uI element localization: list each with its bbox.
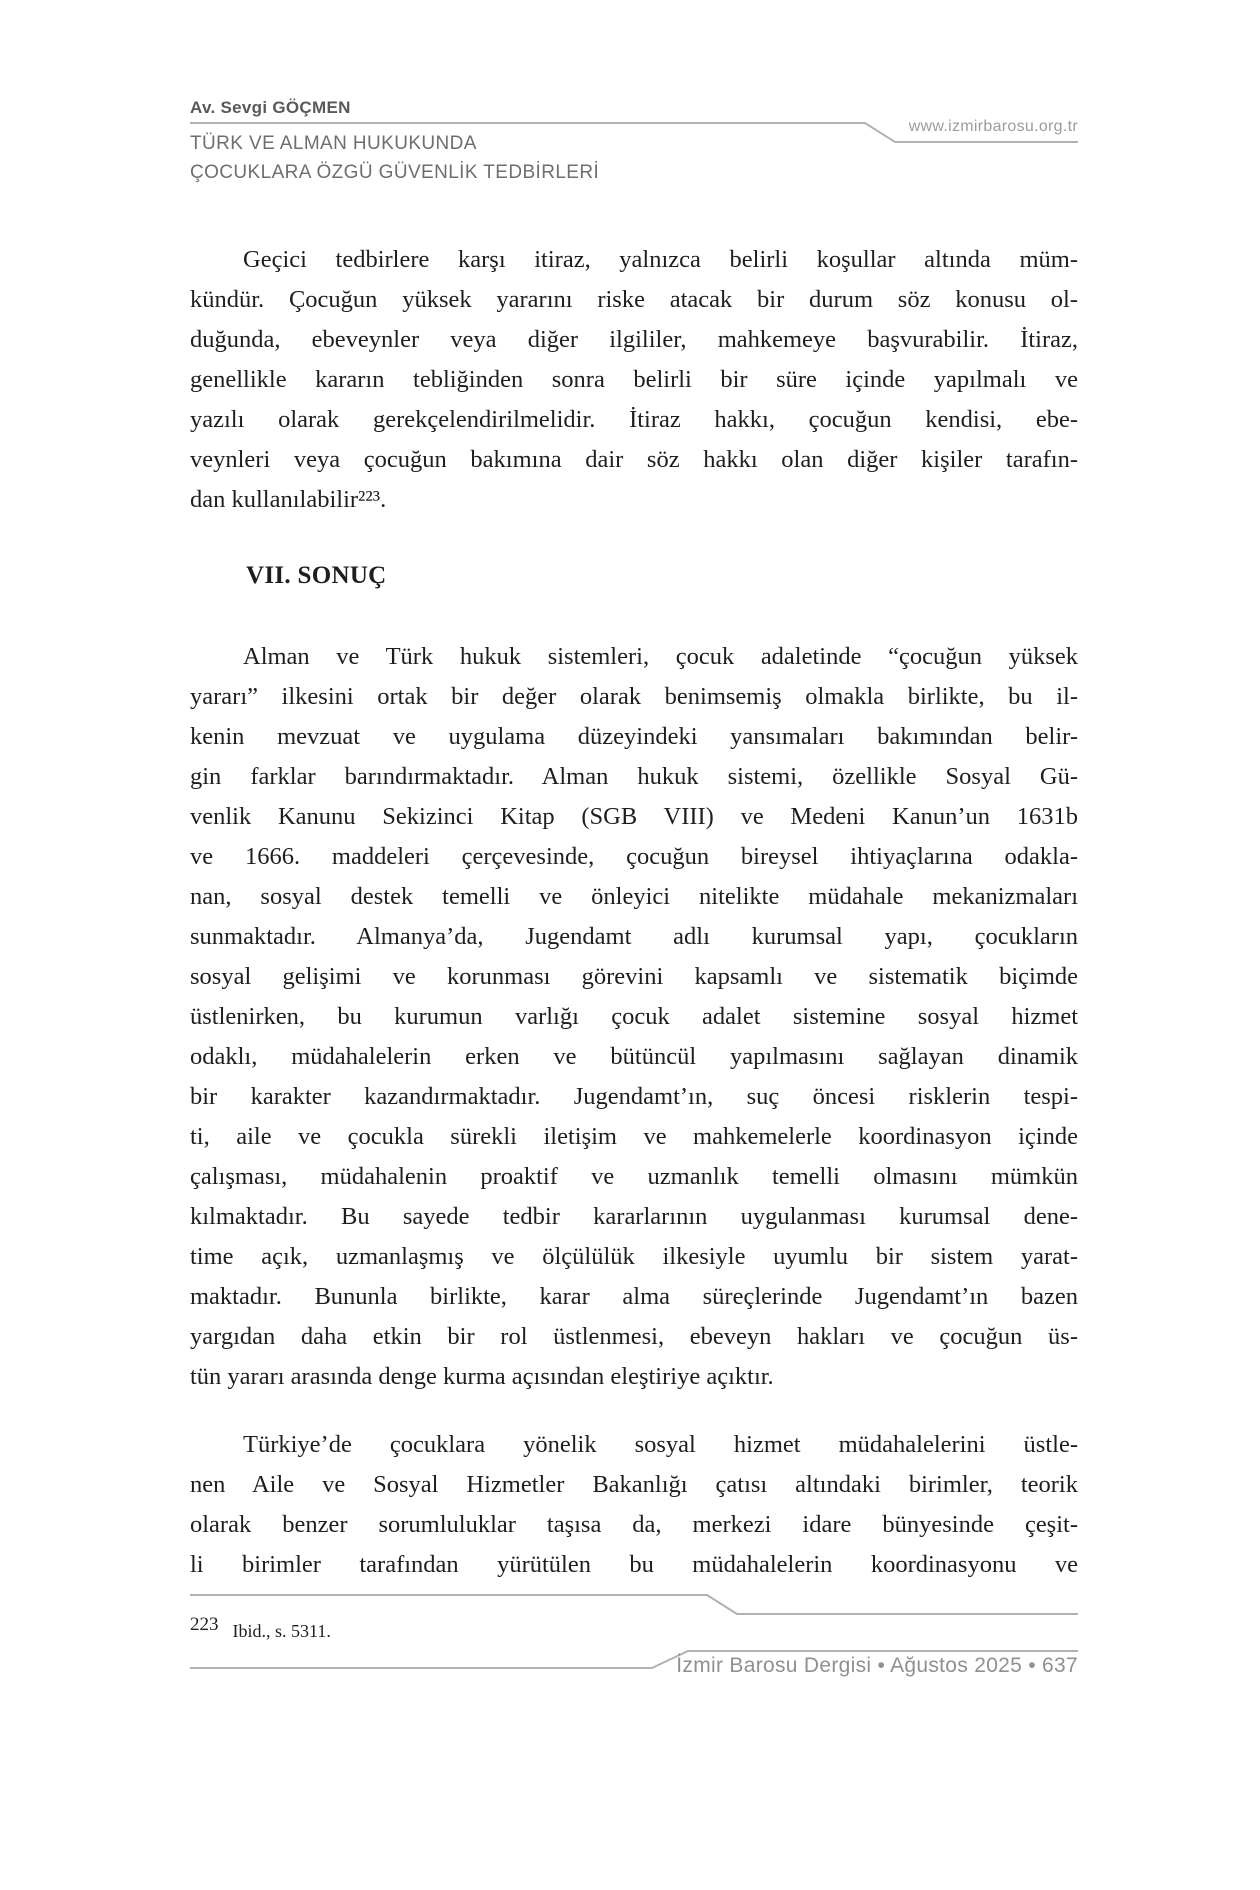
- text-line: venlik Kanunu Sekizinci Kitap (SGB VIII) ve Medeni Kanun’un 1631b: [190, 803, 1078, 830]
- article-title-line-2: ÇOCUKLARA ÖZGÜ GÜVENLİK TEDBİRLERİ: [190, 162, 600, 183]
- text-line: yargıdan daha etkin bir rol üstlenmesi, ebeveyn hakları ve çocuğun üs-: [190, 1323, 1078, 1350]
- website-url: www.izmirbarosu.org.tr: [908, 118, 1078, 135]
- article-title: [190, 129, 599, 187]
- paragraph-3: [190, 1425, 1078, 1585]
- text-line: bir karakter kazandırmaktadır. Jugendamt’ın, suç öncesi risklerin tespi-: [190, 1083, 1078, 1110]
- text-line: duğunda, ebeveynler veya diğer ilgililer, mahkemeye başvurabilir. İtiraz,: [190, 326, 1078, 353]
- text-line: yazılı olarak gerekçelendirilmelidir. İtiraz hakkı, çocuğun kendisi, ebe-: [190, 406, 1078, 433]
- footnote-text: Ibid., s. 5311.: [232, 1621, 331, 1641]
- text-line: veynleri veya çocuğun bakımına dair söz hakkı olan diğer kişiler tarafın-: [190, 446, 1078, 473]
- text-line: genellikle kararın tebliğinden sonra belirli bir süre içinde yapılmalı ve: [190, 366, 1078, 393]
- text-line: kılmaktadır. Bu sayede tedbir kararlarının uygulanması kurumsal dene-: [190, 1203, 1078, 1230]
- journal-footer: İzmir Barosu Dergisi • Ağustos 2025 • 637: [676, 1654, 1078, 1677]
- text-line: çalışması, müdahalenin proaktif ve uzmanlık temelli olmasını mümkün: [190, 1163, 1078, 1190]
- text-line: kenin mevzuat ve uygulama düzeyindeki yansımaları bakımından belir-: [190, 723, 1078, 750]
- author-name: Av. Sevgi GÖÇMEN: [190, 98, 351, 117]
- paragraph-1: [190, 240, 1078, 520]
- text-line: odaklı, müdahalelerin erken ve bütüncül yapılmasını sağlayan dinamik: [190, 1043, 1078, 1070]
- text-line: Türkiye’de çocuklara yönelik sosyal hizmet müdahalelerini üstle-: [243, 1431, 1078, 1458]
- footnote-number: 223: [190, 1614, 219, 1635]
- text-line: üstlenirken, bu kurumun varlığı çocuk adalet sistemine sosyal hizmet: [190, 1003, 1078, 1030]
- text-line: li birimler tarafından yürütülen bu müdahalelerin koordinasyonu ve: [190, 1551, 1078, 1578]
- text-line: yararı” ilkesini ortak bir değer olarak benimsemiş olmakla birlikte, bu il-: [190, 683, 1078, 710]
- text-line: sunmaktadır. Almanya’da, Jugendamt adlı kurumsal yapı, çocukların: [190, 923, 1078, 950]
- text-line: ti, aile ve çocukla sürekli iletişim ve mahkemelerle koordinasyon içinde: [190, 1123, 1078, 1150]
- text-line: gin farklar barındırmaktadır. Alman hukuk sistemi, özellikle Sosyal Gü-: [190, 763, 1078, 790]
- text-line: sosyal gelişimi ve korunması görevini kapsamlı ve sistematik biçimde: [190, 963, 1078, 990]
- footnote: [190, 1614, 331, 1642]
- text-line: time açık, uzmanlaşmış ve ölçülülük ilkesiyle uyumlu bir sistem yarat-: [190, 1243, 1078, 1270]
- text-line: kündür. Çocuğun yüksek yararını riske atacak bir durum söz konusu ol-: [190, 286, 1078, 313]
- text-line: ve 1666. maddeleri çerçevesinde, çocuğun bireysel ihtiyaçlarına odakla-: [190, 843, 1078, 870]
- text-line: nen Aile ve Sosyal Hizmetler Bakanlığı çatısı altındaki birimler, teorik: [190, 1471, 1078, 1498]
- text-line: nan, sosyal destek temelli ve önleyici nitelikte müdahale mekanizmaları: [190, 883, 1078, 910]
- text-line: maktadır. Bununla birlikte, karar alma süreçlerinde Jugendamt’ın bazen: [190, 1283, 1078, 1310]
- article-title-line-1: TÜRK VE ALMAN HUKUKUNDA: [190, 133, 477, 154]
- paragraph-2: [190, 637, 1078, 1397]
- section-heading: VII. SONUÇ: [246, 562, 387, 589]
- text-line: dan kullanılabilir²²³.: [190, 486, 387, 513]
- text-line: Alman ve Türk hukuk sistemleri, çocuk adaletinde “çocuğun yüksek: [243, 643, 1078, 670]
- text-line: tün yararı arasında denge kurma açısından eleştiriye açıktır.: [190, 1363, 774, 1390]
- text-line: olarak benzer sorumluluklar taşısa da, merkezi idare bünyesinde çeşit-: [190, 1511, 1078, 1538]
- text-line: Geçici tedbirlere karşı itiraz, yalnızca belirli koşullar altında müm-: [243, 246, 1078, 273]
